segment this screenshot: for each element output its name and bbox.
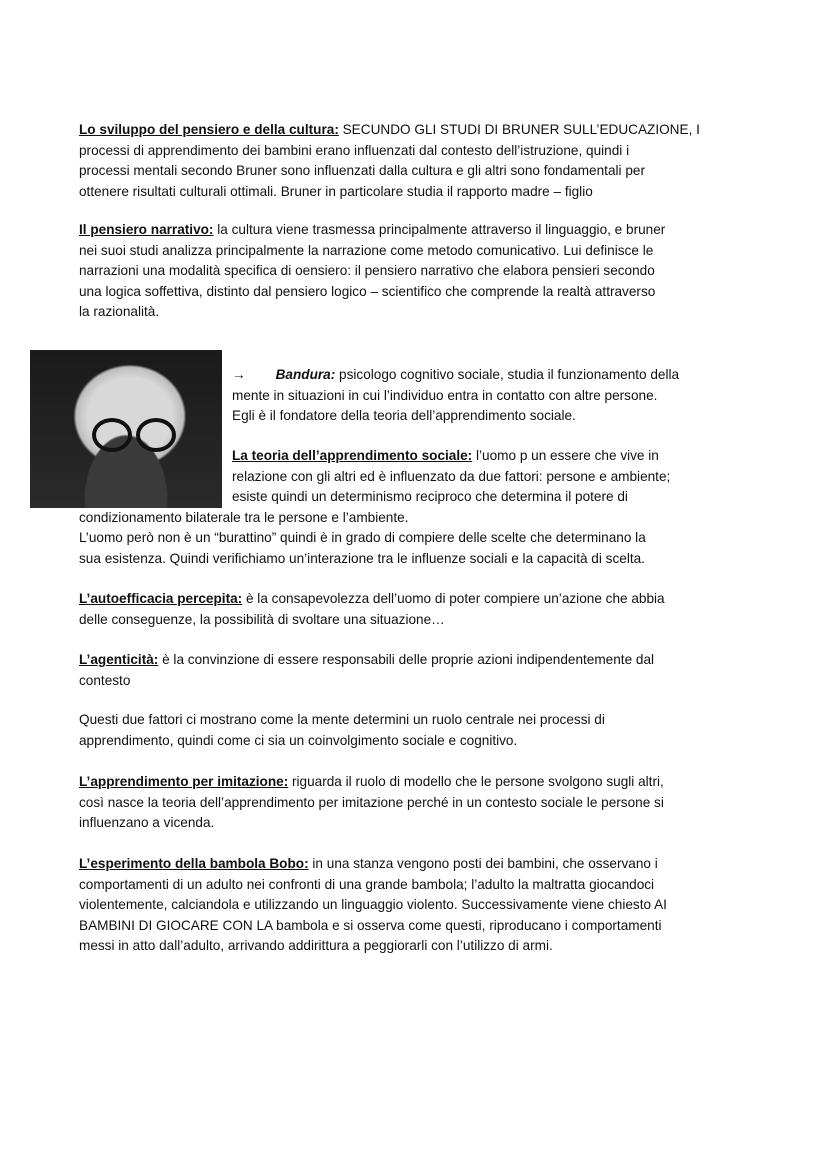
paragraph-bruner-culture — [79, 120, 700, 202]
text: esiste quindi un determinismo reciproco che determina il potere di — [232, 489, 628, 505]
text: apprendimento, quindi come ci sia un coinvolgimento sociale e cognitivo. — [79, 732, 518, 748]
text: così nasce la teoria dell’apprendimento per imitazione perché in un contesto sociale le persone si — [79, 794, 664, 810]
text: sua esistenza. Quindi verifichiamo un’interazione tra le influenze sociali e la capacità di scelta. — [79, 550, 645, 566]
paragraph-bobo-doll — [79, 854, 667, 957]
text: relazione con gli altri ed è influenzato da due fattori: persone e ambiente; — [232, 468, 671, 484]
text: in una stanza vengono posti dei bambini, che osservano i — [308, 856, 658, 871]
text: riguarda il ruolo di modello che le persone svolgono sugli altri, — [288, 774, 664, 789]
text: comportamenti di un adulto nei confronti di una grande bambola; l’adulto la maltratta giocandoci — [79, 876, 655, 892]
text: Egli è il fondatore della teoria dell’apprendimento sociale. — [232, 408, 576, 424]
paragraph-social-learning — [79, 446, 671, 570]
paragraph-bandura — [232, 365, 679, 427]
heading: Bandura: — [275, 367, 336, 382]
text: L’uomo però non è un “burattino” quindi è in grado di compiere delle scelte che determinano la — [79, 530, 646, 546]
text: mente in situazioni in cui l’individuo entra in contatto con altre persone. — [232, 387, 658, 403]
text: condizionamento bilaterale tra le persone e l’ambiente. — [79, 509, 409, 525]
text: ottenere risultati culturali ottimali. Bruner in particolare studia il rapporto madre – figlio — [79, 183, 593, 199]
text: è la consapevolezza dell’uomo di poter compiere un’azione che abbia — [242, 591, 665, 606]
paragraph-agency — [79, 650, 654, 691]
paragraph-self-efficacy — [79, 589, 665, 630]
glasses-lens — [136, 418, 176, 452]
paragraph-two-factors — [79, 710, 605, 751]
heading: L’apprendimento per imitazione: — [79, 774, 289, 789]
heading: Il pensiero narrativo: — [79, 222, 214, 237]
arrow-icon: → — [232, 367, 246, 382]
text: psicologo cognitivo sociale, studia il funzionamento della — [335, 367, 680, 382]
text: Questi due fattori ci mostrano come la mente determini un ruolo centrale nei processi di — [79, 712, 605, 727]
paragraph-imitation — [79, 772, 664, 834]
heading: La teoria dell’apprendimento sociale: — [232, 448, 473, 463]
text: processi mentali secondo Bruner sono influenzati dalla cultura e gli altri sono fondamentali per — [79, 163, 645, 179]
text: BAMBINI DI GIOCARE CON LA bambola e si osserva come questi, riproducano i comportamenti — [79, 917, 662, 933]
glasses-lens — [92, 418, 132, 452]
text: influenzano a vicenda. — [79, 815, 215, 831]
paragraph-narrative-thought — [79, 220, 665, 323]
text: SECUNDO GLI STUDI DI BRUNER SULL’EDUCAZIONE, I — [338, 122, 700, 137]
text: messi in atto dall’adulto, arrivando addirittura a peggiorarli con l’utilizzo di armi. — [79, 938, 553, 954]
text: delle conseguenze, la possibilità di svoltare una situazione… — [79, 611, 445, 627]
text: la cultura viene trasmessa principalmente attraverso il linguaggio, e bruner — [213, 222, 666, 237]
text: una logica soffettiva, distinto dal pensiero logico – scientifico che comprende la realtà attraverso — [79, 283, 656, 299]
text: la razionalità. — [79, 304, 160, 320]
heading: Lo sviluppo del pensiero e della cultura: — [79, 122, 339, 137]
heading: L’esperimento della bambola Bobo: — [79, 856, 309, 871]
bandura-photo — [30, 350, 222, 508]
text: contesto — [79, 672, 131, 688]
heading: L’agenticità: — [79, 652, 159, 667]
text: violentemente, calciandola e utilizzando un linguaggio violento. Successivamente viene chiesto AI — [79, 897, 667, 913]
text: nei suoi studi analizza principalmente la narrazione come metodo comunicativo. Lui definisce le — [79, 242, 654, 258]
text: processi di apprendimento dei bambini erano influenzati dal contesto dell’istruzione, quindi i — [79, 142, 630, 158]
text: narrazioni una modalità specifica di oensiero: il pensiero narrativo che elabora pensieri secondo — [79, 263, 655, 279]
text: è la convinzione di essere responsabili delle proprie azioni indipendentemente dal — [158, 652, 655, 667]
text: l’uomo p un essere che vive in — [472, 448, 659, 463]
heading: L’autoefficacia percepita: — [79, 591, 243, 606]
